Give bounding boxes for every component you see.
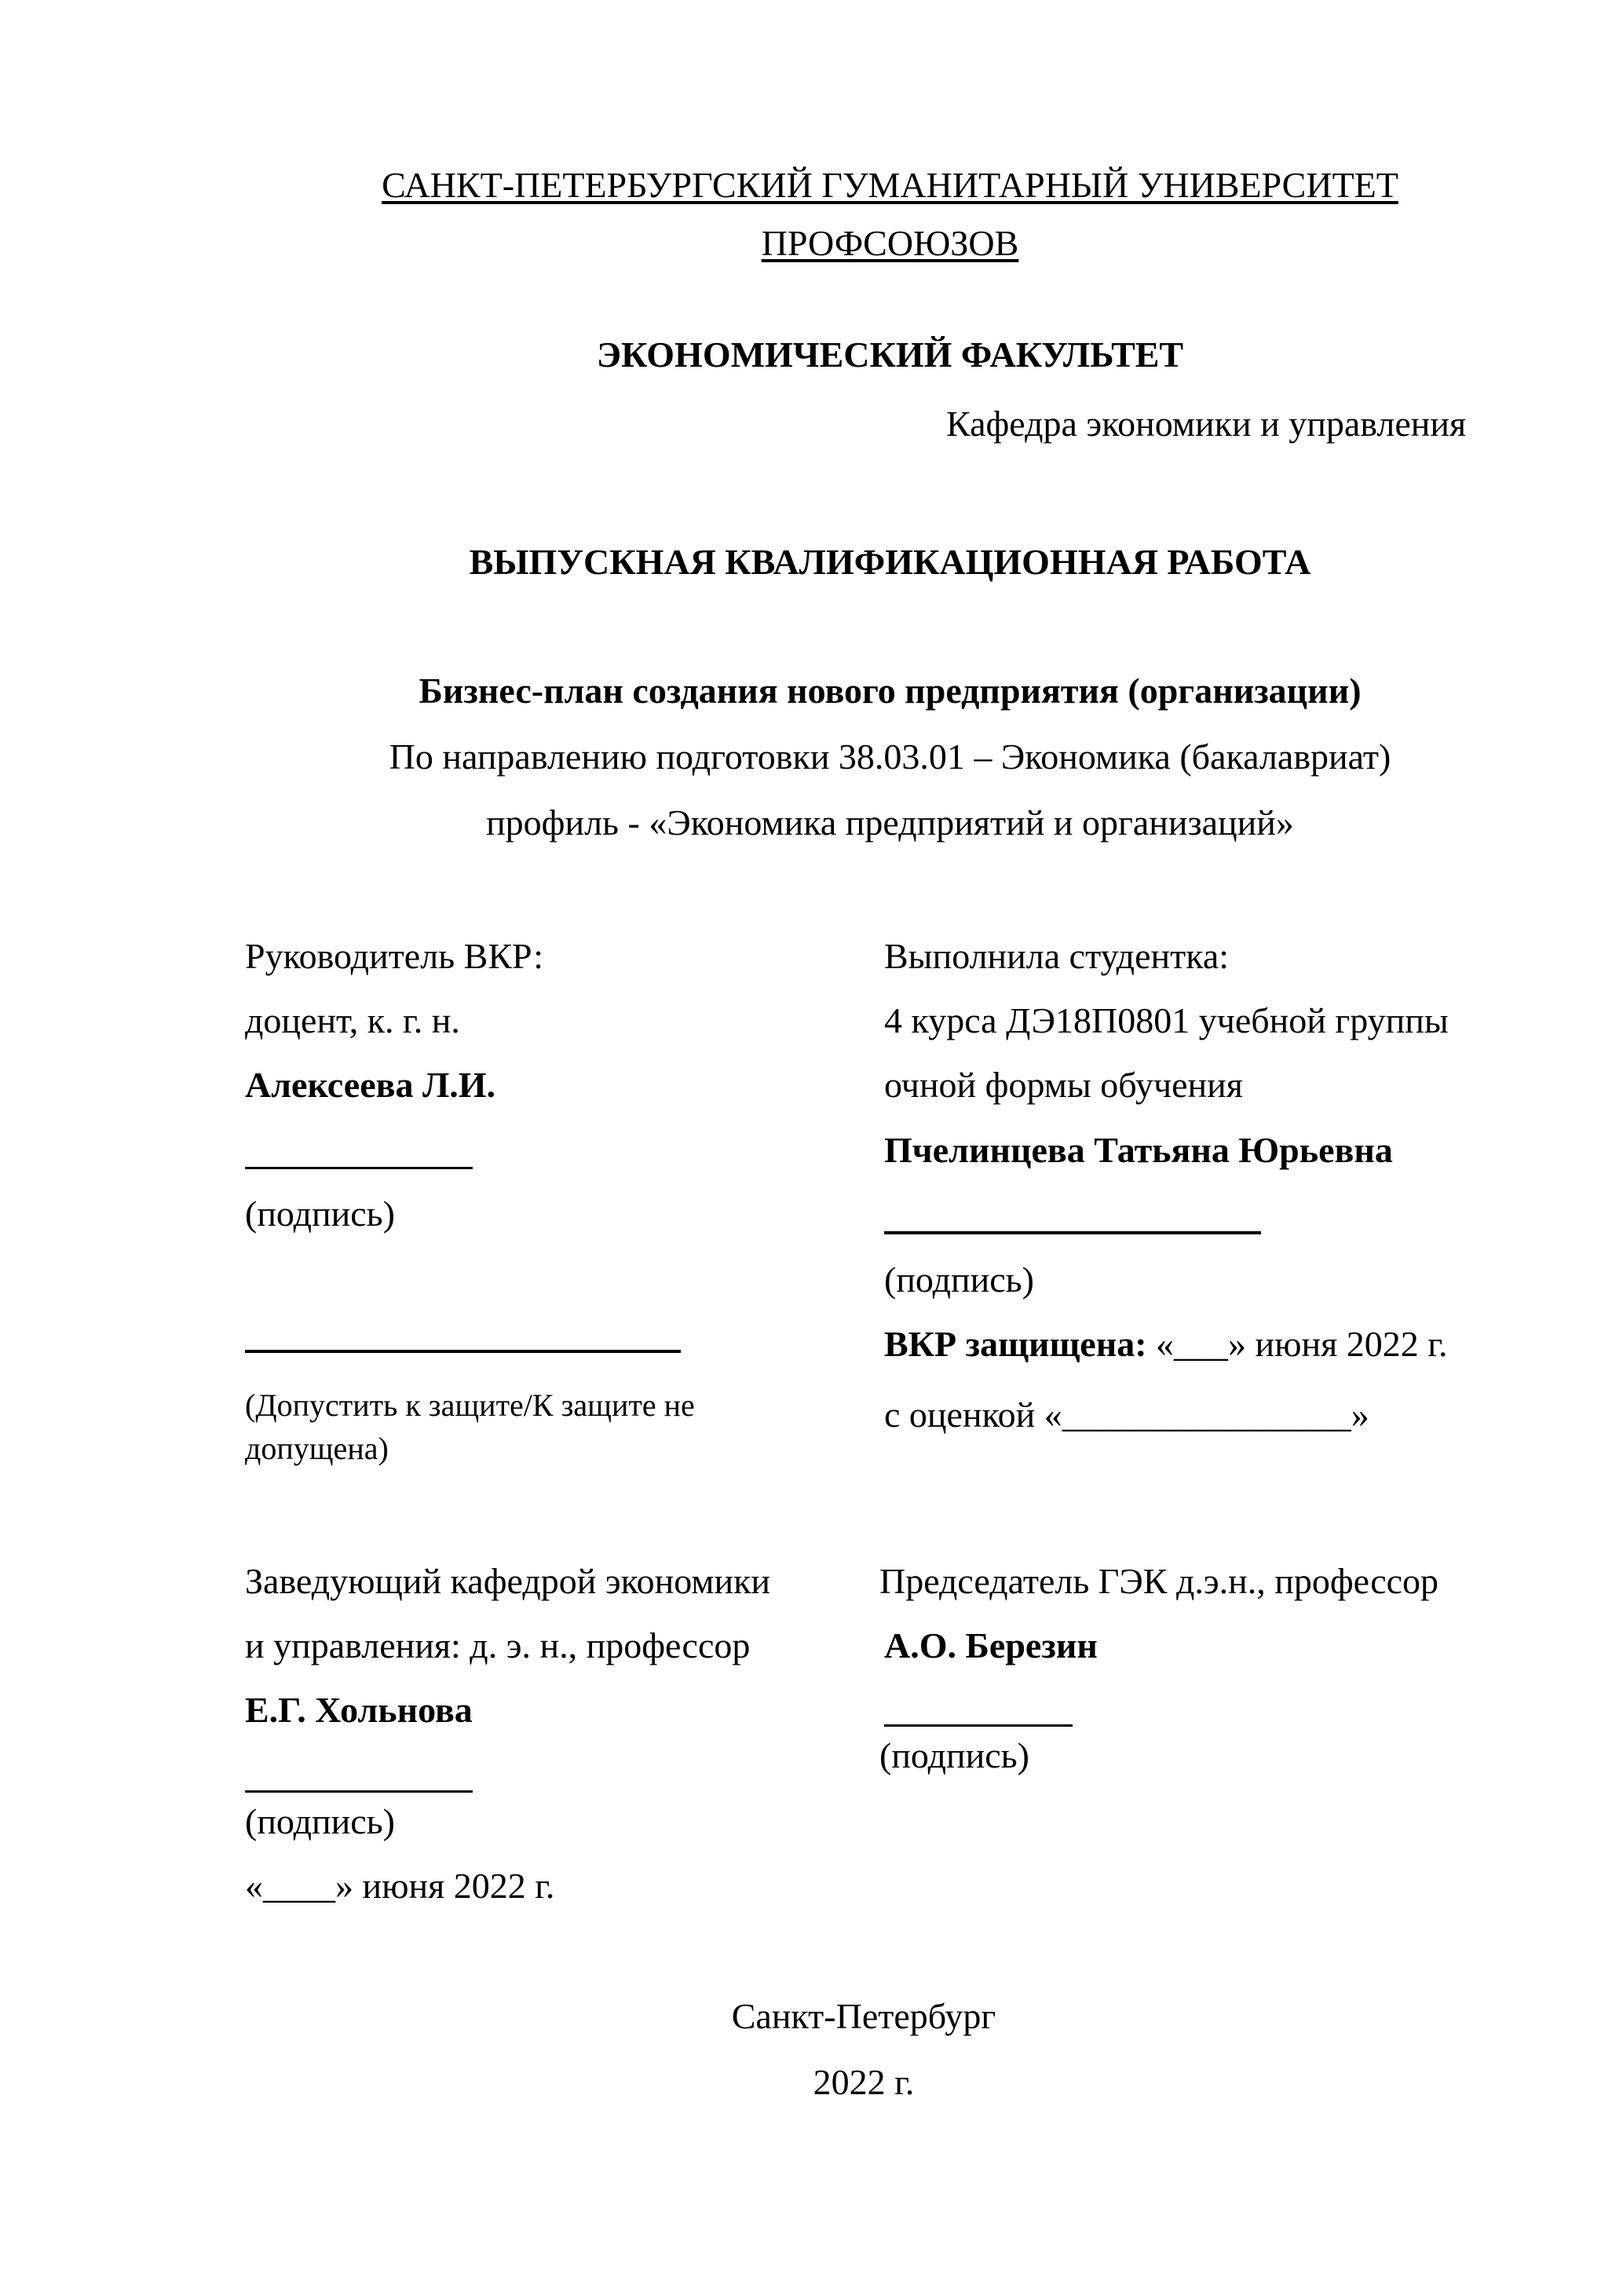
student-label: Выполнила студентка: [884, 936, 1230, 976]
supervisor-position: доцент, к. г. н. [245, 1000, 460, 1040]
head-of-department-name: Е.Г. Хольнова [245, 1690, 473, 1730]
head-of-department-date: «____» июня 2022 г. [245, 1866, 555, 1906]
defense-grade: с оценкой «________________» [884, 1395, 1369, 1435]
head-of-department-signature-line [245, 1790, 473, 1793]
chairman-title: Председатель ГЭК д.э.н., профессор [879, 1561, 1439, 1601]
year: 2022 г. [813, 2062, 915, 2102]
head-of-department-signature-caption: (подпись) [245, 1801, 395, 1841]
student-course-group: 4 курса ДЭ18П0801 учебной группы [884, 1000, 1449, 1040]
admission-note-line1: (Допустить к защите/К защите не [245, 1387, 695, 1423]
supervisor-signature-line [245, 1167, 473, 1169]
supervisor-name: Алексеева Л.И. [245, 1065, 496, 1105]
defense-label: ВКР защищена: [884, 1324, 1147, 1364]
study-profile: профиль - «Экономика предприятий и организаций» [486, 803, 1294, 843]
head-of-department-line2: и управления: д. э. н., профессор [245, 1625, 751, 1665]
defense-date: «___» июня 2022 г. [1156, 1324, 1448, 1364]
chairman-name: А.О. Березин [884, 1625, 1098, 1665]
faculty-title: ЭКОНОМИЧЕСКИЙ ФАКУЛЬТЕТ [596, 335, 1184, 375]
student-name: Пчелинцева Татьяна Юрьевна [884, 1130, 1393, 1170]
university-name-line1: САНКТ-ПЕТЕРБУРГСКИЙ ГУМАНИТАРНЫЙ УНИВЕРСИТЕТ [382, 165, 1398, 205]
student-study-form: очной формы обучения [884, 1065, 1243, 1105]
student-signature-line [884, 1231, 1261, 1234]
defense-status [884, 1322, 1447, 1366]
supervisor-signature-caption: (подпись) [245, 1194, 395, 1234]
department-name: Кафедра экономики и управления [946, 404, 1467, 444]
admission-note-line2: допущена) [245, 1431, 389, 1466]
student-signature-caption: (подпись) [884, 1260, 1034, 1300]
supervisor-label: Руководитель ВКР: [245, 936, 544, 976]
admission-signature-line [245, 1350, 681, 1353]
work-topic: Бизнес-план создания нового предприятия (организации) [419, 671, 1362, 711]
university-name-line2: ПРОФСОЮЗОВ [761, 223, 1019, 263]
city: Санкт-Петербург [731, 1996, 996, 2036]
work-type-title: ВЫПУСКНАЯ КВАЛИФИКАЦИОННАЯ РАБОТА [469, 542, 1311, 582]
chairman-signature-caption: (подпись) [879, 1735, 1029, 1775]
head-of-department-line1: Заведующий кафедрой экономики [245, 1561, 771, 1601]
chairman-signature-line [884, 1724, 1073, 1727]
study-direction: По направлению подготовки 38.03.01 – Экономика (бакалавриат) [389, 737, 1391, 777]
